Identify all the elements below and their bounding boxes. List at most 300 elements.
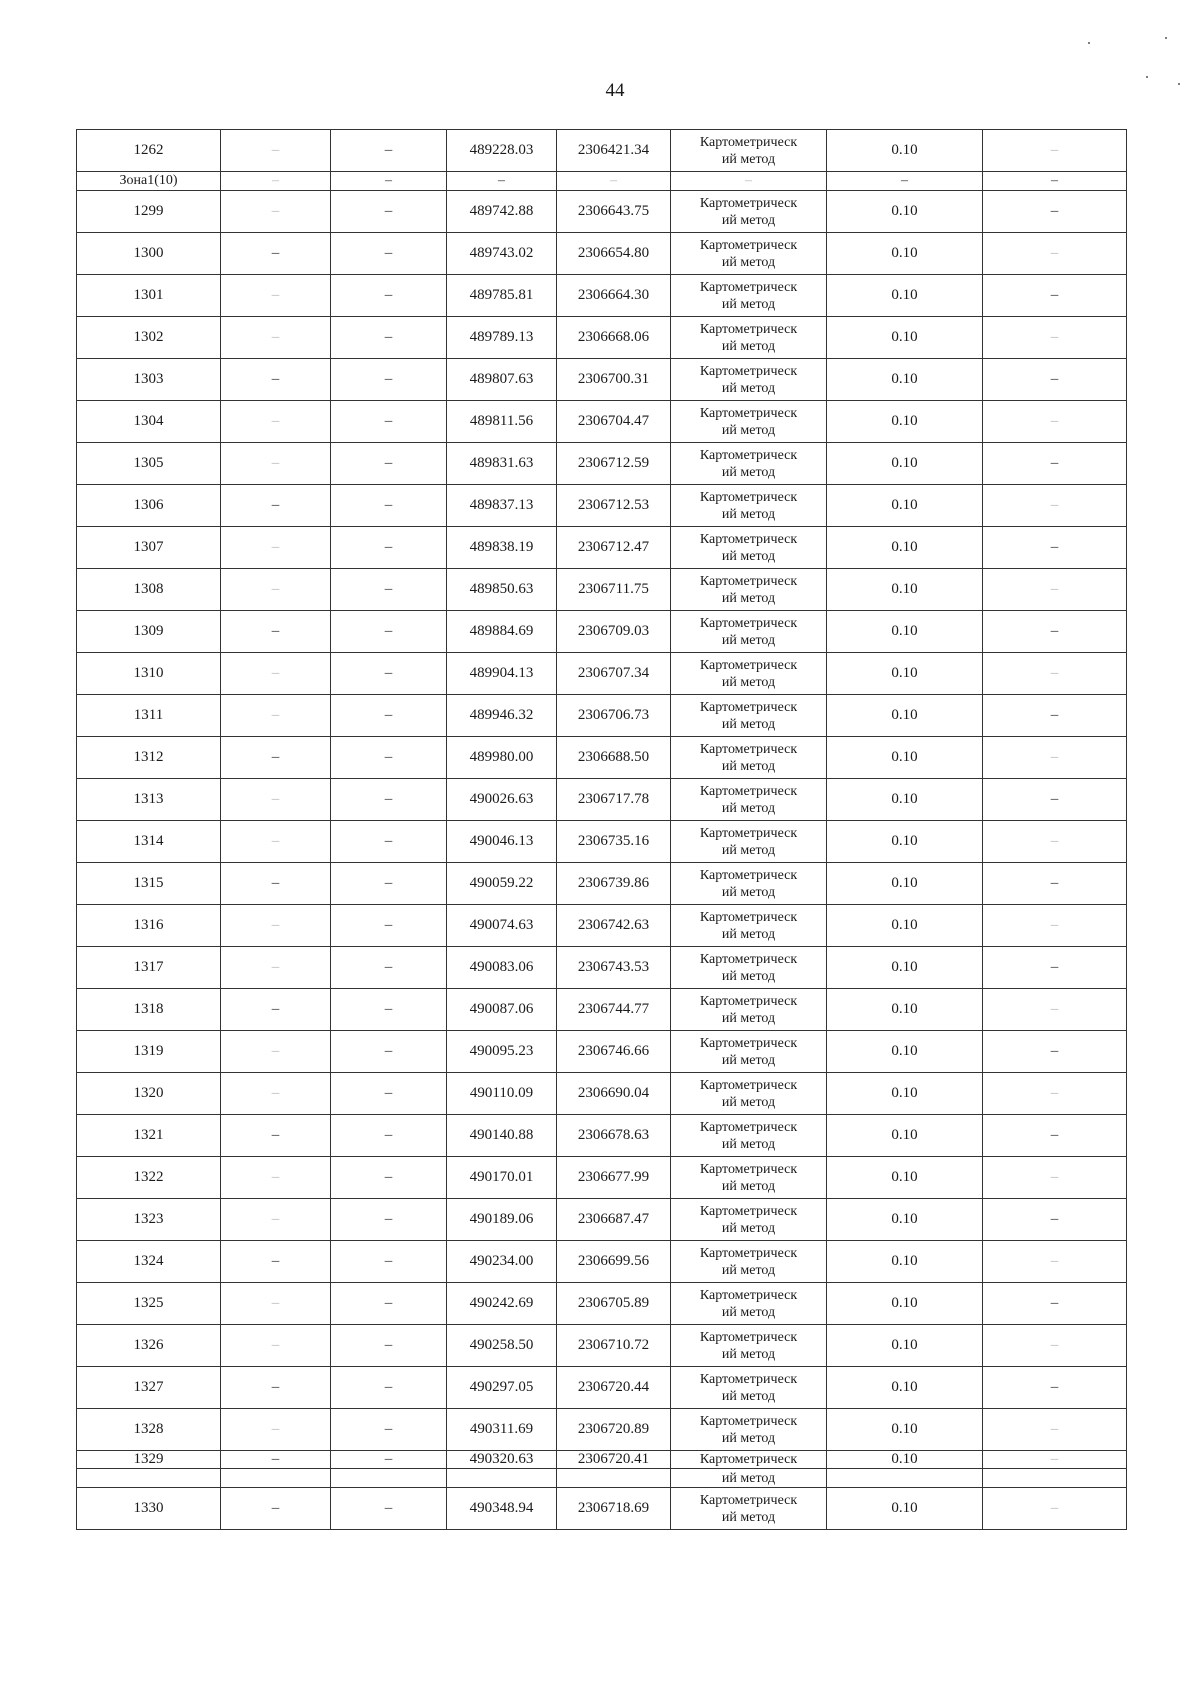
y-coordinate-cell: 2306700.31 bbox=[557, 359, 671, 401]
x-coordinate-cell: 489850.63 bbox=[447, 569, 557, 611]
method-cell bbox=[671, 401, 827, 443]
empty-value-cell: – bbox=[983, 1157, 1127, 1199]
empty-value-cell: – bbox=[331, 1115, 447, 1157]
table-row bbox=[77, 485, 1127, 527]
empty-value-cell: – bbox=[983, 130, 1127, 172]
accuracy-cell: 0.10 bbox=[827, 989, 983, 1031]
method-line-1: Картометрическ bbox=[699, 405, 798, 421]
empty-value-cell: – bbox=[221, 359, 331, 401]
method-line-2: ий метод bbox=[721, 338, 776, 354]
method-line-2: ий метод bbox=[721, 716, 776, 732]
method-cell bbox=[671, 695, 827, 737]
method-cell bbox=[671, 191, 827, 233]
y-coordinate-cell: 2306704.47 bbox=[557, 401, 671, 443]
empty-value-cell: – bbox=[331, 485, 447, 527]
empty-value-cell: – bbox=[331, 653, 447, 695]
table-row bbox=[77, 527, 1127, 569]
x-coordinate-cell: 489980.00 bbox=[447, 737, 557, 779]
method-line-2: ий метод bbox=[721, 1430, 776, 1446]
table-row bbox=[77, 947, 1127, 989]
method-line-2: ий метод bbox=[721, 1304, 776, 1320]
accuracy-cell: 0.10 bbox=[827, 1367, 983, 1409]
empty-value-cell: – bbox=[221, 191, 331, 233]
empty-value-cell: – bbox=[331, 359, 447, 401]
method-line-2: ий метод bbox=[721, 1094, 776, 1110]
x-coordinate-cell: 490059.22 bbox=[447, 863, 557, 905]
method-line-2: ий метод bbox=[721, 506, 776, 522]
x-coordinate-cell: 490258.50 bbox=[447, 1325, 557, 1367]
empty-value-cell: – bbox=[331, 191, 447, 233]
y-coordinate-cell: 2306668.06 bbox=[557, 317, 671, 359]
method-line-1: Картометрическ bbox=[699, 657, 798, 673]
method-line-2: ий метод bbox=[721, 1262, 776, 1278]
page-number: 44 bbox=[605, 80, 625, 101]
point-id-cell: 1312 bbox=[77, 737, 221, 779]
empty-value-cell: – bbox=[221, 275, 331, 317]
accuracy-cell: 0.10 bbox=[827, 1283, 983, 1325]
table-row-split bbox=[77, 1451, 1127, 1469]
method-line-1: Картометрическ bbox=[699, 531, 798, 547]
method-cell bbox=[671, 569, 827, 611]
table-row bbox=[77, 1367, 1127, 1409]
point-id-cell: 1316 bbox=[77, 905, 221, 947]
method-cell bbox=[671, 737, 827, 779]
method-cell bbox=[671, 989, 827, 1031]
point-id-cell: 1326 bbox=[77, 1325, 221, 1367]
point-id-cell: 1329 bbox=[77, 1451, 221, 1469]
table-row bbox=[77, 569, 1127, 611]
scan-speck bbox=[1088, 42, 1090, 44]
empty-value-cell: – bbox=[331, 1283, 447, 1325]
x-coordinate-cell: 489831.63 bbox=[447, 443, 557, 485]
accuracy-cell: 0.10 bbox=[827, 130, 983, 172]
point-id-cell: 1324 bbox=[77, 1241, 221, 1283]
x-coordinate-cell: 490189.06 bbox=[447, 1199, 557, 1241]
method-line-1: Картометрическ bbox=[699, 134, 798, 150]
empty-value-cell: – bbox=[557, 172, 671, 191]
y-coordinate-cell: 2306421.34 bbox=[557, 130, 671, 172]
accuracy-cell: 0.10 bbox=[827, 317, 983, 359]
table-row bbox=[77, 130, 1127, 172]
y-coordinate-cell: 2306687.47 bbox=[557, 1199, 671, 1241]
table-row bbox=[77, 1409, 1127, 1451]
empty-value-cell: – bbox=[983, 359, 1127, 401]
y-coordinate-cell: 2306710.72 bbox=[557, 1325, 671, 1367]
empty-value-cell: – bbox=[221, 1157, 331, 1199]
point-id-cell: 1308 bbox=[77, 569, 221, 611]
point-id-cell: 1302 bbox=[77, 317, 221, 359]
method-line-1: Картометрическ bbox=[699, 237, 798, 253]
empty-value-cell: – bbox=[983, 1241, 1127, 1283]
method-cell: Картометрическ bbox=[671, 1451, 827, 1469]
table-row bbox=[77, 1325, 1127, 1367]
empty-value-cell: – bbox=[221, 1283, 331, 1325]
method-line-1: Картометрическ bbox=[699, 279, 798, 295]
y-coordinate-cell: 2306677.99 bbox=[557, 1157, 671, 1199]
point-id-cell: 1325 bbox=[77, 1283, 221, 1325]
empty-value-cell: – bbox=[331, 821, 447, 863]
accuracy-cell: 0.10 bbox=[827, 1325, 983, 1367]
method-line-2: ий метод bbox=[721, 422, 776, 438]
accuracy-cell: 0.10 bbox=[827, 1199, 983, 1241]
y-coordinate-cell: 2306688.50 bbox=[557, 737, 671, 779]
accuracy-cell: 0.10 bbox=[827, 947, 983, 989]
scan-speck bbox=[1178, 83, 1180, 85]
empty-value-cell: – bbox=[331, 779, 447, 821]
x-coordinate-cell: 489789.13 bbox=[447, 317, 557, 359]
method-cell bbox=[671, 779, 827, 821]
point-id-cell: 1299 bbox=[77, 191, 221, 233]
method-line-2: ий метод bbox=[721, 1346, 776, 1362]
point-id-cell: 1304 bbox=[77, 401, 221, 443]
y-coordinate-cell: 2306742.63 bbox=[557, 905, 671, 947]
empty-value-cell: – bbox=[983, 485, 1127, 527]
method-line-2: ий метод bbox=[721, 212, 776, 228]
x-coordinate-cell: 490083.06 bbox=[447, 947, 557, 989]
table-row bbox=[77, 191, 1127, 233]
point-id-cell: 1305 bbox=[77, 443, 221, 485]
table-row bbox=[77, 1031, 1127, 1073]
method-line-1: Картометрическ bbox=[699, 1245, 798, 1261]
empty-value-cell: – bbox=[331, 1073, 447, 1115]
empty-value-cell: – bbox=[983, 1073, 1127, 1115]
table-row bbox=[77, 905, 1127, 947]
accuracy-cell: 0.10 bbox=[827, 1115, 983, 1157]
empty-value-cell: – bbox=[221, 527, 331, 569]
empty-value-cell: – bbox=[221, 1325, 331, 1367]
method-cell bbox=[671, 1325, 827, 1367]
method-line-1: Картометрическ bbox=[699, 1203, 798, 1219]
method-line-1: Картометрическ bbox=[699, 195, 798, 211]
method-line-2: ий метод bbox=[721, 1178, 776, 1194]
x-coordinate-cell: 490311.69 bbox=[447, 1409, 557, 1451]
accuracy-cell: 0.10 bbox=[827, 443, 983, 485]
empty-value-cell: – bbox=[331, 1409, 447, 1451]
empty-value-cell: – bbox=[983, 1115, 1127, 1157]
method-line-1: Картометрическ bbox=[699, 993, 798, 1009]
empty-value-cell: – bbox=[221, 401, 331, 443]
empty-value-cell: – bbox=[331, 863, 447, 905]
empty-value-cell: – bbox=[221, 569, 331, 611]
table-row bbox=[77, 401, 1127, 443]
empty-value-cell: – bbox=[983, 863, 1127, 905]
table-row bbox=[77, 1157, 1127, 1199]
point-id-cell: 1323 bbox=[77, 1199, 221, 1241]
method-line-1: Картометрическ bbox=[699, 1492, 798, 1508]
method-cell bbox=[671, 821, 827, 863]
table-row bbox=[77, 653, 1127, 695]
accuracy-cell: 0.10 bbox=[827, 233, 983, 275]
table-row bbox=[77, 1073, 1127, 1115]
method-cell bbox=[671, 1199, 827, 1241]
table-row bbox=[77, 779, 1127, 821]
method-line-2: ий метод bbox=[721, 464, 776, 480]
empty-value-cell: – bbox=[671, 172, 827, 191]
x-coordinate-cell: 489838.19 bbox=[447, 527, 557, 569]
method-line-1: Картометрическ bbox=[699, 363, 798, 379]
y-coordinate-cell: 2306699.56 bbox=[557, 1241, 671, 1283]
blank-cell bbox=[331, 1469, 447, 1488]
y-coordinate-cell: 2306743.53 bbox=[557, 947, 671, 989]
y-coordinate-cell: 2306707.34 bbox=[557, 653, 671, 695]
accuracy-cell: 0.10 bbox=[827, 1073, 983, 1115]
empty-value-cell: – bbox=[331, 317, 447, 359]
point-id-cell: 1301 bbox=[77, 275, 221, 317]
table-row bbox=[77, 275, 1127, 317]
scan-speck bbox=[1165, 37, 1167, 39]
point-id-cell: 1321 bbox=[77, 1115, 221, 1157]
point-id-cell: 1262 bbox=[77, 130, 221, 172]
table-row bbox=[77, 443, 1127, 485]
empty-value-cell: – bbox=[331, 1199, 447, 1241]
method-line-1: Картометрическ bbox=[699, 1287, 798, 1303]
empty-value-cell: – bbox=[983, 401, 1127, 443]
blank-cell bbox=[557, 1469, 671, 1488]
y-coordinate-cell: 2306706.73 bbox=[557, 695, 671, 737]
empty-value-cell: – bbox=[331, 905, 447, 947]
accuracy-cell: 0.10 bbox=[827, 569, 983, 611]
empty-value-cell: – bbox=[221, 779, 331, 821]
x-coordinate-cell: 489743.02 bbox=[447, 233, 557, 275]
method-line-2: ий метод bbox=[721, 1388, 776, 1404]
method-cell bbox=[671, 1367, 827, 1409]
x-coordinate-cell: 490087.06 bbox=[447, 989, 557, 1031]
point-id-cell: 1327 bbox=[77, 1367, 221, 1409]
empty-value-cell: – bbox=[331, 1325, 447, 1367]
x-coordinate-cell: 489837.13 bbox=[447, 485, 557, 527]
method-cell bbox=[671, 1157, 827, 1199]
method-line-1: Картометрическ bbox=[699, 321, 798, 337]
method-line-1: Картометрическ bbox=[699, 741, 798, 757]
y-coordinate-cell: 2306712.59 bbox=[557, 443, 671, 485]
point-id-cell: 1306 bbox=[77, 485, 221, 527]
empty-value-cell: – bbox=[331, 611, 447, 653]
x-coordinate-cell: 490110.09 bbox=[447, 1073, 557, 1115]
empty-value-cell: – bbox=[331, 695, 447, 737]
accuracy-cell: 0.10 bbox=[827, 1409, 983, 1451]
method-line-2: ий метод bbox=[721, 842, 776, 858]
empty-value-cell: – bbox=[221, 1241, 331, 1283]
table-row bbox=[77, 695, 1127, 737]
empty-value-cell: – bbox=[331, 1031, 447, 1073]
accuracy-cell: 0.10 bbox=[827, 905, 983, 947]
accuracy-cell: 0.10 bbox=[827, 653, 983, 695]
method-cell bbox=[671, 1115, 827, 1157]
x-coordinate-cell: 490140.88 bbox=[447, 1115, 557, 1157]
empty-value-cell: – bbox=[221, 1488, 331, 1530]
x-coordinate-cell: 490348.94 bbox=[447, 1488, 557, 1530]
x-coordinate-cell: 490046.13 bbox=[447, 821, 557, 863]
accuracy-cell: 0.10 bbox=[827, 1451, 983, 1469]
table-row bbox=[77, 359, 1127, 401]
table-row bbox=[77, 317, 1127, 359]
y-coordinate-cell: 2306746.66 bbox=[557, 1031, 671, 1073]
method-cell bbox=[671, 359, 827, 401]
method-line-1: Картометрическ bbox=[699, 1161, 798, 1177]
method-line-2: ий метод bbox=[721, 1010, 776, 1026]
method-line-1: Картометрическ bbox=[699, 1119, 798, 1135]
method-line-1: Картометрическ bbox=[699, 783, 798, 799]
empty-value-cell: – bbox=[221, 863, 331, 905]
method-cell bbox=[671, 1073, 827, 1115]
accuracy-cell: 0.10 bbox=[827, 485, 983, 527]
point-id-cell: 1328 bbox=[77, 1409, 221, 1451]
empty-value-cell: – bbox=[983, 1031, 1127, 1073]
empty-value-cell: – bbox=[983, 569, 1127, 611]
empty-value-cell: – bbox=[221, 1199, 331, 1241]
x-coordinate-cell: 490095.23 bbox=[447, 1031, 557, 1073]
method-line-1: Картометрическ bbox=[699, 951, 798, 967]
accuracy-cell: 0.10 bbox=[827, 1031, 983, 1073]
method-cell bbox=[671, 1283, 827, 1325]
empty-value-cell: – bbox=[331, 1451, 447, 1469]
accuracy-cell: 0.10 bbox=[827, 695, 983, 737]
method-line-2: ий метод bbox=[721, 632, 776, 648]
method-line-2: ий метод bbox=[721, 968, 776, 984]
method-line-1: Картометрическ bbox=[699, 1077, 798, 1093]
blank-cell bbox=[77, 1469, 221, 1488]
point-id-cell: 1322 bbox=[77, 1157, 221, 1199]
method-cell bbox=[671, 611, 827, 653]
method-line-2: ий метод bbox=[721, 758, 776, 774]
method-cell bbox=[671, 1241, 827, 1283]
method-line-2: ий метод bbox=[721, 548, 776, 564]
accuracy-cell: 0.10 bbox=[827, 527, 983, 569]
method-line-1: Картометрическ bbox=[699, 447, 798, 463]
table-row bbox=[77, 989, 1127, 1031]
method-cell bbox=[671, 317, 827, 359]
method-cell bbox=[671, 527, 827, 569]
method-line-1: Картометрическ bbox=[699, 699, 798, 715]
empty-value-cell: – bbox=[983, 737, 1127, 779]
method-line-2: ий метод bbox=[721, 1220, 776, 1236]
point-id-cell: 1317 bbox=[77, 947, 221, 989]
empty-value-cell: – bbox=[331, 527, 447, 569]
table-row-continuation bbox=[77, 1469, 1127, 1488]
accuracy-cell: 0.10 bbox=[827, 1157, 983, 1199]
method-line-2: ий метод bbox=[721, 926, 776, 942]
empty-value-cell: – bbox=[983, 1283, 1127, 1325]
method-line-2: ий метод bbox=[721, 254, 776, 270]
empty-value-cell: – bbox=[331, 443, 447, 485]
empty-value-cell: – bbox=[221, 905, 331, 947]
y-coordinate-cell: 2306705.89 bbox=[557, 1283, 671, 1325]
accuracy-cell: 0.10 bbox=[827, 191, 983, 233]
blank-cell bbox=[221, 1469, 331, 1488]
point-id-cell: 1314 bbox=[77, 821, 221, 863]
accuracy-cell: 0.10 bbox=[827, 737, 983, 779]
method-cell bbox=[671, 233, 827, 275]
empty-value-cell: – bbox=[983, 821, 1127, 863]
method-cell bbox=[671, 1409, 827, 1451]
point-id-cell: 1318 bbox=[77, 989, 221, 1031]
accuracy-cell: 0.10 bbox=[827, 1488, 983, 1530]
empty-value-cell: – bbox=[221, 989, 331, 1031]
empty-value-cell: – bbox=[983, 317, 1127, 359]
table-row bbox=[77, 821, 1127, 863]
empty-value-cell: – bbox=[221, 821, 331, 863]
empty-value-cell: – bbox=[983, 1488, 1127, 1530]
empty-value-cell: – bbox=[221, 611, 331, 653]
table-row bbox=[77, 233, 1127, 275]
y-coordinate-cell: 2306678.63 bbox=[557, 1115, 671, 1157]
point-id-cell: 1300 bbox=[77, 233, 221, 275]
zone-header-row bbox=[77, 172, 1127, 191]
method-line-2: ий метод bbox=[721, 1052, 776, 1068]
method-cell bbox=[671, 130, 827, 172]
point-id-cell: 1311 bbox=[77, 695, 221, 737]
y-coordinate-cell: 2306720.44 bbox=[557, 1367, 671, 1409]
empty-value-cell: – bbox=[221, 233, 331, 275]
method-line-1: Картометрическ bbox=[699, 489, 798, 505]
method-cell bbox=[671, 1031, 827, 1073]
empty-value-cell: – bbox=[221, 130, 331, 172]
method-continuation-cell: ий метод bbox=[671, 1469, 827, 1488]
empty-value-cell: – bbox=[331, 989, 447, 1031]
point-id-cell: 1319 bbox=[77, 1031, 221, 1073]
y-coordinate-cell: 2306654.80 bbox=[557, 233, 671, 275]
y-coordinate-cell: 2306744.77 bbox=[557, 989, 671, 1031]
empty-value-cell: – bbox=[983, 275, 1127, 317]
x-coordinate-cell: 489884.69 bbox=[447, 611, 557, 653]
accuracy-cell: 0.10 bbox=[827, 863, 983, 905]
point-id-cell: 1309 bbox=[77, 611, 221, 653]
empty-value-cell: – bbox=[331, 130, 447, 172]
accuracy-cell: 0.10 bbox=[827, 611, 983, 653]
x-coordinate-cell: 489228.03 bbox=[447, 130, 557, 172]
method-line-2: ий метод bbox=[721, 1136, 776, 1152]
empty-value-cell: – bbox=[983, 443, 1127, 485]
empty-value-cell: – bbox=[983, 695, 1127, 737]
empty-value-cell: – bbox=[983, 947, 1127, 989]
empty-value-cell: – bbox=[983, 611, 1127, 653]
empty-value-cell: – bbox=[331, 401, 447, 443]
table-row bbox=[77, 1199, 1127, 1241]
empty-value-cell: – bbox=[983, 1367, 1127, 1409]
empty-value-cell: – bbox=[221, 947, 331, 989]
y-coordinate-cell: 2306643.75 bbox=[557, 191, 671, 233]
empty-value-cell: – bbox=[983, 172, 1127, 191]
blank-cell bbox=[827, 1469, 983, 1488]
table-row bbox=[77, 1283, 1127, 1325]
empty-value-cell: – bbox=[221, 443, 331, 485]
method-cell bbox=[671, 653, 827, 695]
x-coordinate-cell: 489946.32 bbox=[447, 695, 557, 737]
empty-value-cell: – bbox=[331, 737, 447, 779]
y-coordinate-cell: 2306690.04 bbox=[557, 1073, 671, 1115]
empty-value-cell: – bbox=[221, 1031, 331, 1073]
table-row bbox=[77, 1241, 1127, 1283]
method-line-1: Картометрическ bbox=[699, 573, 798, 589]
x-coordinate-cell: 490074.63 bbox=[447, 905, 557, 947]
empty-value-cell: – bbox=[983, 191, 1127, 233]
empty-value-cell: – bbox=[221, 1115, 331, 1157]
empty-value-cell: – bbox=[221, 1409, 331, 1451]
empty-value-cell: – bbox=[221, 1073, 331, 1115]
method-cell bbox=[671, 947, 827, 989]
point-id-cell: 1330 bbox=[77, 1488, 221, 1530]
method-line-1: Картометрическ bbox=[699, 615, 798, 631]
empty-value-cell: – bbox=[447, 172, 557, 191]
empty-value-cell: – bbox=[331, 569, 447, 611]
empty-value-cell: – bbox=[221, 1451, 331, 1469]
empty-value-cell: – bbox=[983, 905, 1127, 947]
empty-value-cell: – bbox=[827, 172, 983, 191]
table-row bbox=[77, 611, 1127, 653]
empty-value-cell: – bbox=[983, 1409, 1127, 1451]
empty-value-cell: – bbox=[331, 1241, 447, 1283]
empty-value-cell: – bbox=[331, 233, 447, 275]
